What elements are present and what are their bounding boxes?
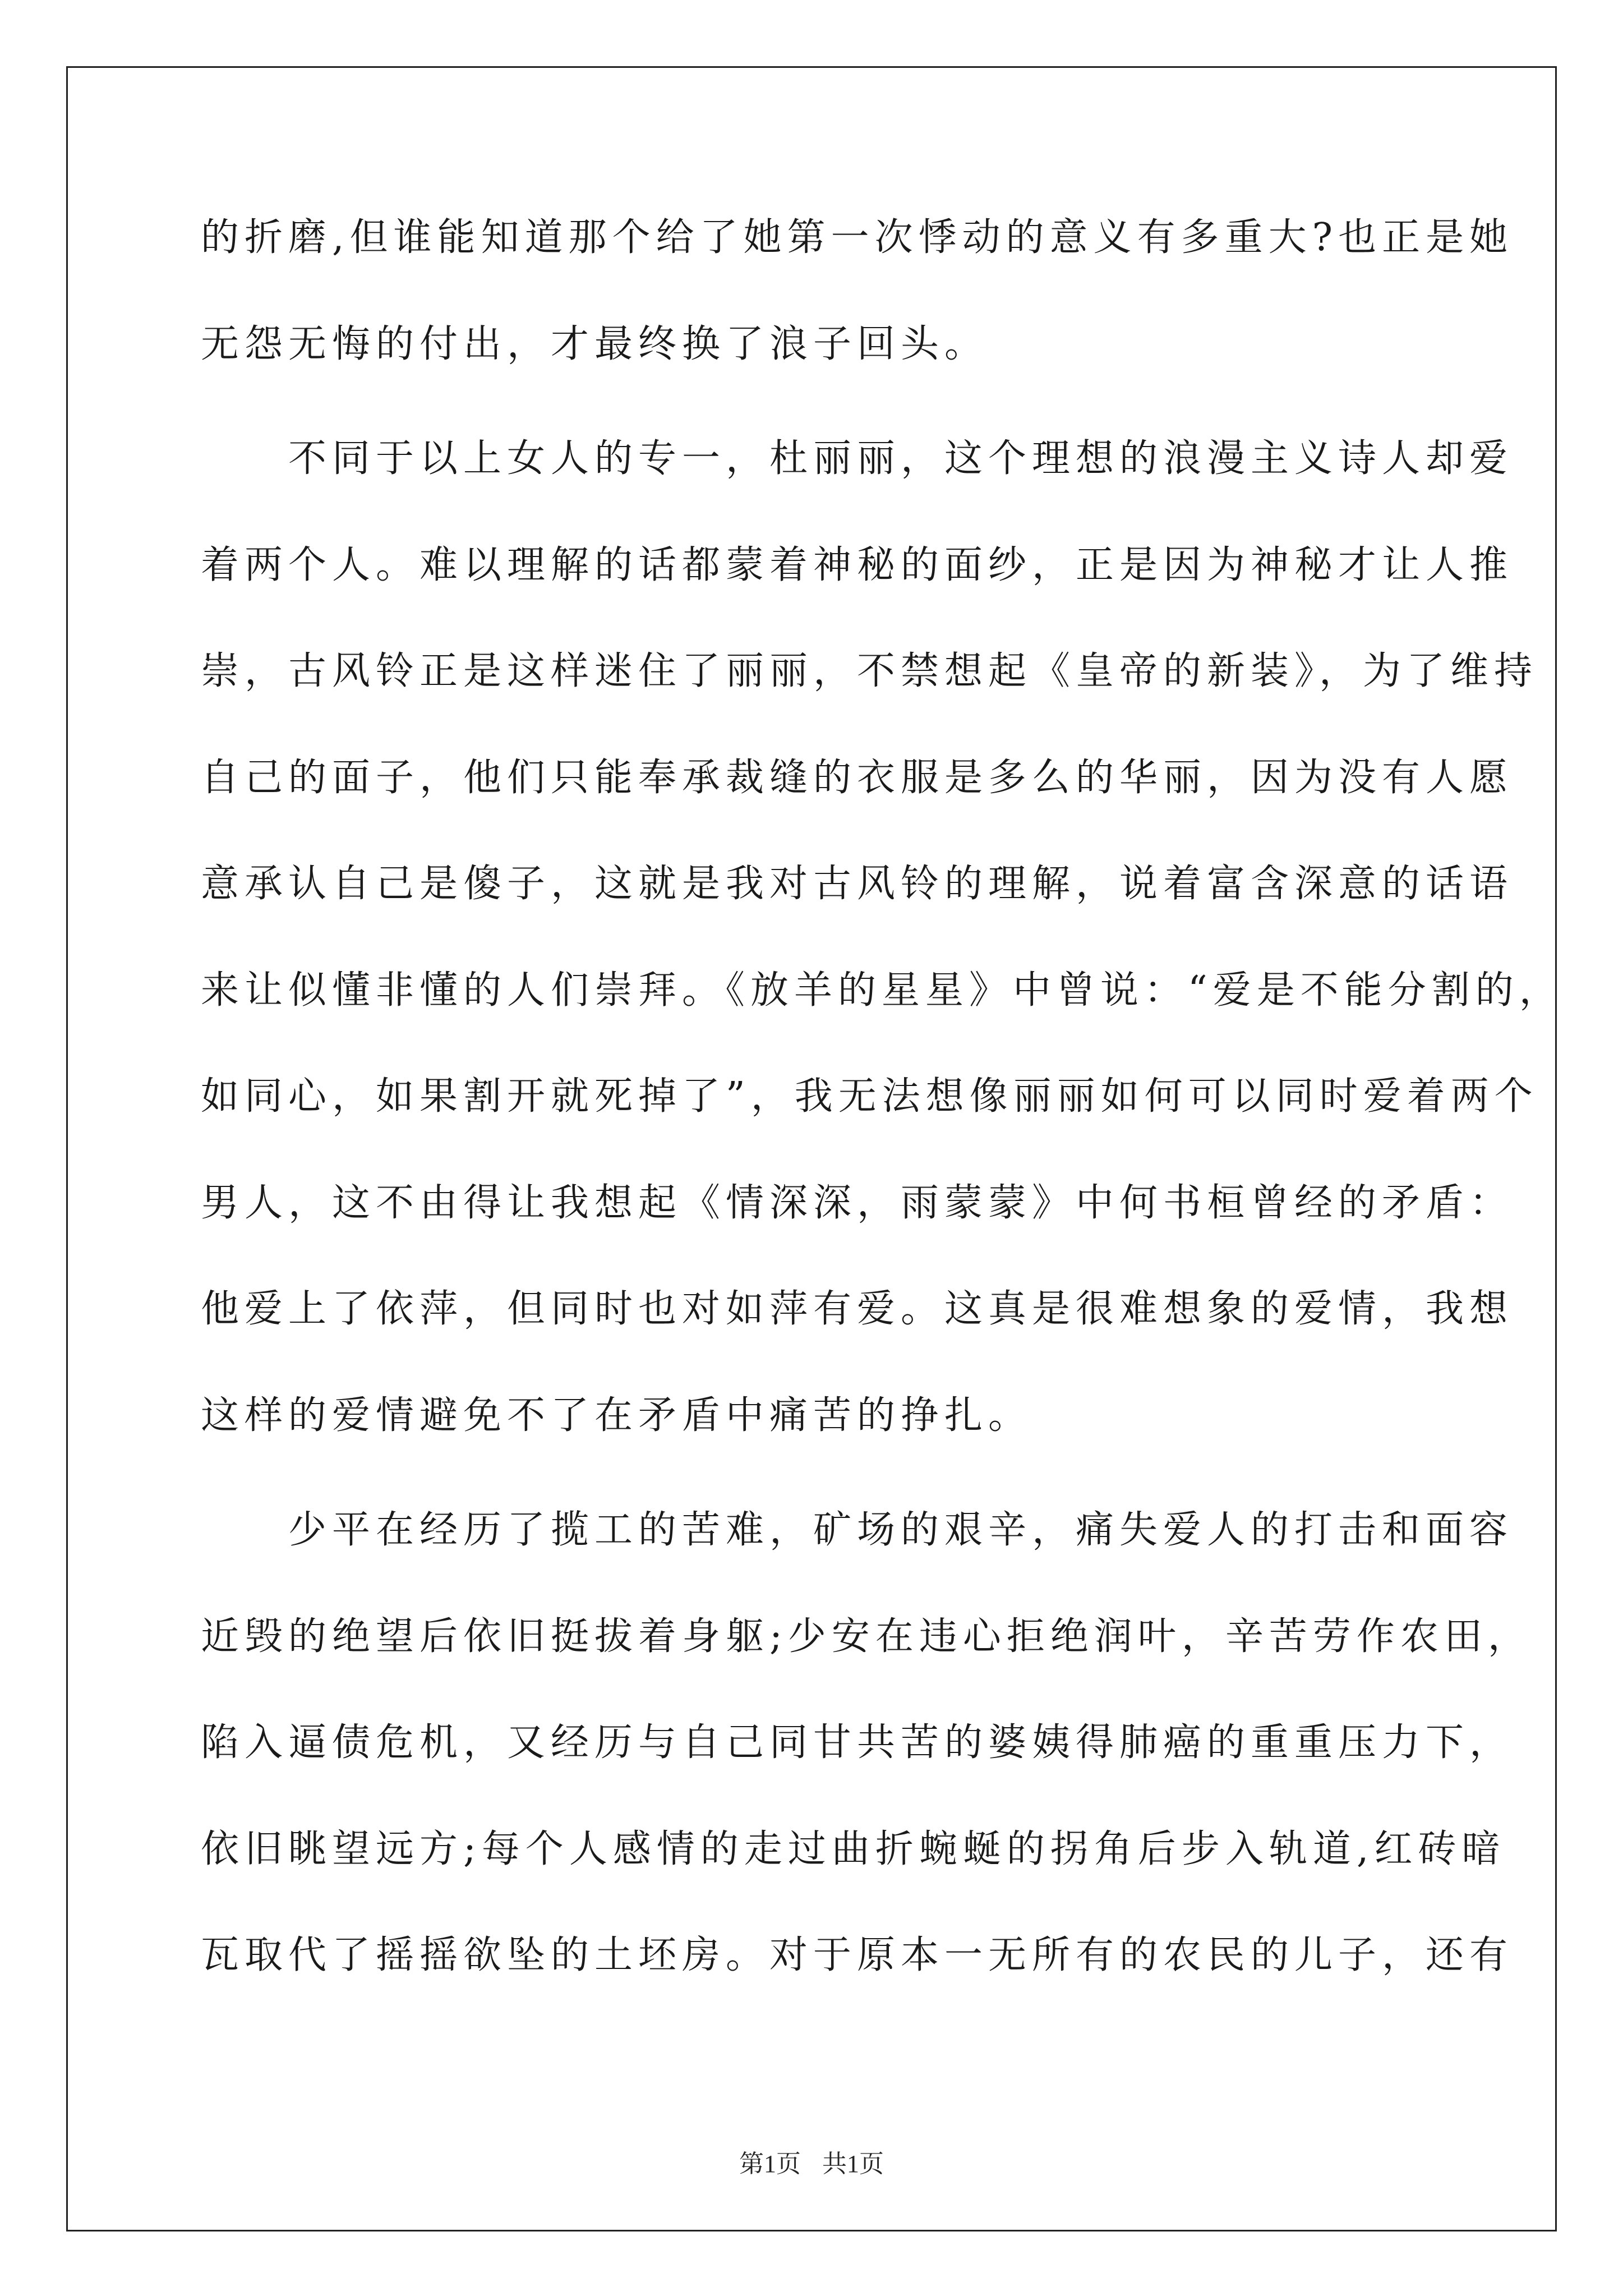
document-body [201, 206, 1563, 2031]
text-line-9: 如同心，如果割开就死掉了”，我无法想像丽丽如何可以同时爱着两个 [201, 1074, 1538, 1119]
text-line-12: 这样的爱情避免不了在矛盾中痛苦的挣扎。 [201, 1393, 1032, 1438]
text-line-17: 瓦取代了摇摇欲坠的土坯房。对于原本一无所有的农民的儿子，还有 [201, 1933, 1514, 1977]
page-footer [0, 2147, 1623, 2181]
text-line-4: 着两个人。难以理解的话都蒙着神秘的面纱，正是因为神秘才让人推 [201, 542, 1514, 587]
text-line-1: 的折磨,但谁能知道那个给了她第一次悸动的意义有多重大?也正是她 [201, 215, 1514, 260]
text-line-8: 来让似懂非懂的人们崇拜。《放羊的星星》中曾说：“爱是不能分割的， [201, 968, 1563, 1013]
text-line-15: 陷入逼债危机，又经历与自己同甘共苦的婆姨得肺癌的重重压力下， [201, 1720, 1514, 1765]
text-line-11: 他爱上了依萍，但同时也对如萍有爱。这真是很难想象的爱情，我想 [201, 1287, 1514, 1331]
text-line-13: 少平在经历了揽工的苦难，矿场的艰辛，痛失爱人的打击和面容 [201, 1508, 1514, 1552]
page-number: 第1页 [739, 2150, 801, 2178]
text-line-2: 无怨无悔的付出，才最终换了浪子回头。 [201, 321, 989, 366]
page-total: 共1页 [822, 2150, 884, 2178]
text-line-6: 自己的面子，他们只能奉承裁缝的衣服是多么的华丽，因为没有人愿 [201, 755, 1514, 800]
text-line-14: 近毁的绝望后依旧挺拔着身躯;少安在违心拒绝润叶，辛苦劳作农田， [201, 1614, 1532, 1659]
text-line-7: 意承认自己是傻子，这就是我对古风铃的理解，说着富含深意的话语 [201, 862, 1514, 906]
text-line-3: 不同于以上女人的专一，杜丽丽，这个理想的浪漫主义诗人却爱 [201, 436, 1514, 481]
text-line-16: 依旧眺望远方;每个人感情的走过曲折蜿蜒的拐角后步入轨道,红砖暗 [201, 1826, 1506, 1871]
text-line-10: 男人，这不由得让我想起《情深深，雨蒙蒙》中何书桓曾经的矛盾： [201, 1180, 1514, 1225]
text-line-5: 崇，古风铃正是这样迷住了丽丽，不禁想起《皇帝的新装》，为了维持 [201, 649, 1538, 693]
